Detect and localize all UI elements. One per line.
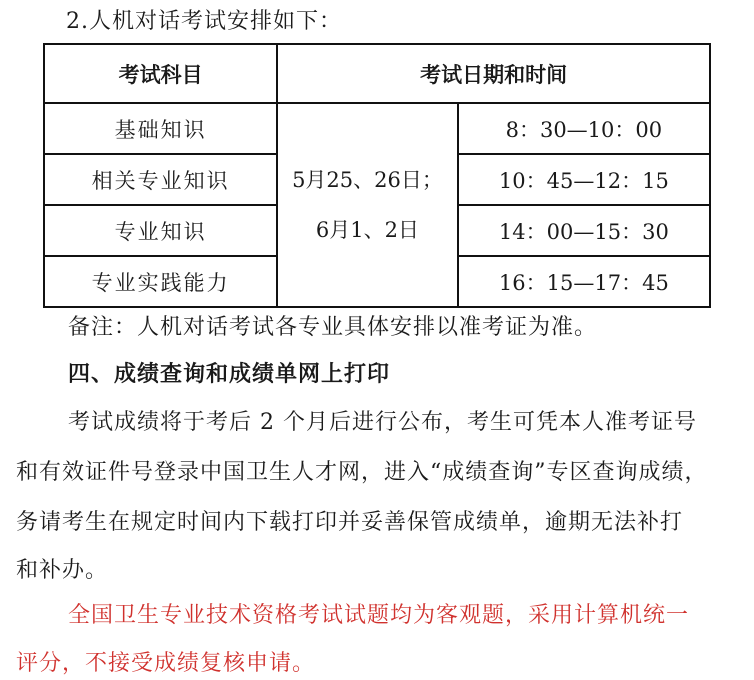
header-datetime: 考试日期和时间 <box>277 44 710 103</box>
time-cell: 14：00—15：30 <box>458 205 710 256</box>
intro-line: 2.人机对话考试安排如下： <box>66 9 342 34</box>
date-line-2: 6月1、2日 <box>315 218 420 242</box>
paragraph-line-1: 考试成绩将于考后 2 个月后进行公布，考生可凭本人准考证号 <box>68 410 697 435</box>
time-cell: 16：15—17：45 <box>458 256 710 307</box>
header-subject: 考试科目 <box>44 44 277 103</box>
subject-cell: 相关专业知识 <box>44 154 277 205</box>
warning-line-2: 评分，不接受成绩复核申请。 <box>16 651 316 676</box>
paragraph-line-2: 和有效证件号登录中国卫生人才网，进入“成绩查询”专区查询成绩， <box>16 460 708 485</box>
exam-schedule-table <box>43 43 711 308</box>
paragraph-line-4: 和补办。 <box>16 558 109 583</box>
time-cell: 8：30—10：00 <box>458 103 710 154</box>
subject-cell: 基础知识 <box>44 103 277 154</box>
warning-line-1: 全国卫生专业技术资格考试试题均为客观题，采用计算机统一 <box>68 603 690 628</box>
subject-cell: 专业实践能力 <box>44 256 277 307</box>
time-cell: 10：45—12：15 <box>458 154 710 205</box>
table-header-row <box>44 44 710 103</box>
table-row <box>44 103 710 154</box>
subject-cell: 专业知识 <box>44 205 277 256</box>
paragraph-line-3: 务请考生在规定时间内下载打印并妥善保管成绩单，逾期无法补打 <box>16 510 684 535</box>
date-line-1: 5月25、26日； <box>292 168 443 192</box>
table-note: 备注：人机对话考试各专业具体安排以准考证为准。 <box>68 315 598 340</box>
date-cell <box>277 103 458 307</box>
section-heading: 四、成绩查询和成绩单网上打印 <box>68 362 391 387</box>
